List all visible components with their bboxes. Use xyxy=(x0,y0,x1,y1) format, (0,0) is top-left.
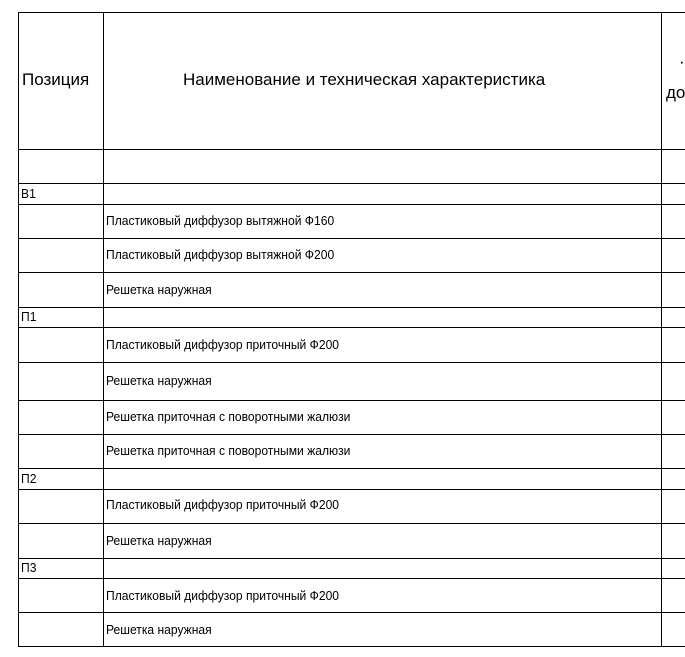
row-position-cell: П1 xyxy=(21,309,37,324)
row-line xyxy=(18,238,685,239)
header-next-column-partial-bottom: до xyxy=(666,83,685,102)
header-bottom-line xyxy=(18,149,685,150)
row-line xyxy=(18,183,685,184)
row-name-cell: Решетка наружная xyxy=(106,622,212,637)
row-name-cell: Решетка наружная xyxy=(106,282,212,297)
row-line xyxy=(18,307,685,308)
row-line xyxy=(18,523,685,524)
header-name: Наименование и техническая характеристика xyxy=(183,70,546,89)
row-position-cell: П2 xyxy=(21,471,37,486)
row-name-cell: Пластиковый диффузор приточный Ф200 xyxy=(106,497,340,512)
column-divider xyxy=(103,12,104,647)
row-line xyxy=(18,468,685,469)
row-name-cell: Решетка приточная с поворотными жалюзи xyxy=(106,443,351,458)
row-name-cell: Решетка наружная xyxy=(106,533,212,548)
row-name-cell: Решетка наружная xyxy=(106,373,212,388)
table-border-bottom xyxy=(18,646,685,647)
row-name-cell: Решетка приточная с поворотными жалюзи xyxy=(106,409,351,424)
row-line xyxy=(18,400,685,401)
row-name-cell: Пластиковый диффузор приточный Ф200 xyxy=(106,588,340,603)
header-position: Позиция xyxy=(22,70,90,89)
row-line xyxy=(18,362,685,363)
row-name-cell: Пластиковый диффузор вытяжной Ф160 xyxy=(106,213,335,228)
row-line xyxy=(18,578,685,579)
row-name-cell: Пластиковый диффузор вытяжной Ф200 xyxy=(106,247,335,262)
header-next-column-partial-top: · xyxy=(679,52,685,71)
table-border-top xyxy=(18,12,685,13)
row-line xyxy=(18,434,685,435)
row-line xyxy=(18,204,685,205)
row-line xyxy=(18,558,685,559)
row-line xyxy=(18,489,685,490)
row-name-cell: Пластиковый диффузор приточный Ф200 xyxy=(106,337,340,352)
row-line xyxy=(18,612,685,613)
row-position-cell: П3 xyxy=(21,560,37,575)
column-divider xyxy=(661,12,662,647)
row-line xyxy=(18,272,685,273)
row-position-cell: В1 xyxy=(21,186,36,201)
row-line xyxy=(18,327,685,328)
table-border-left xyxy=(18,12,19,647)
